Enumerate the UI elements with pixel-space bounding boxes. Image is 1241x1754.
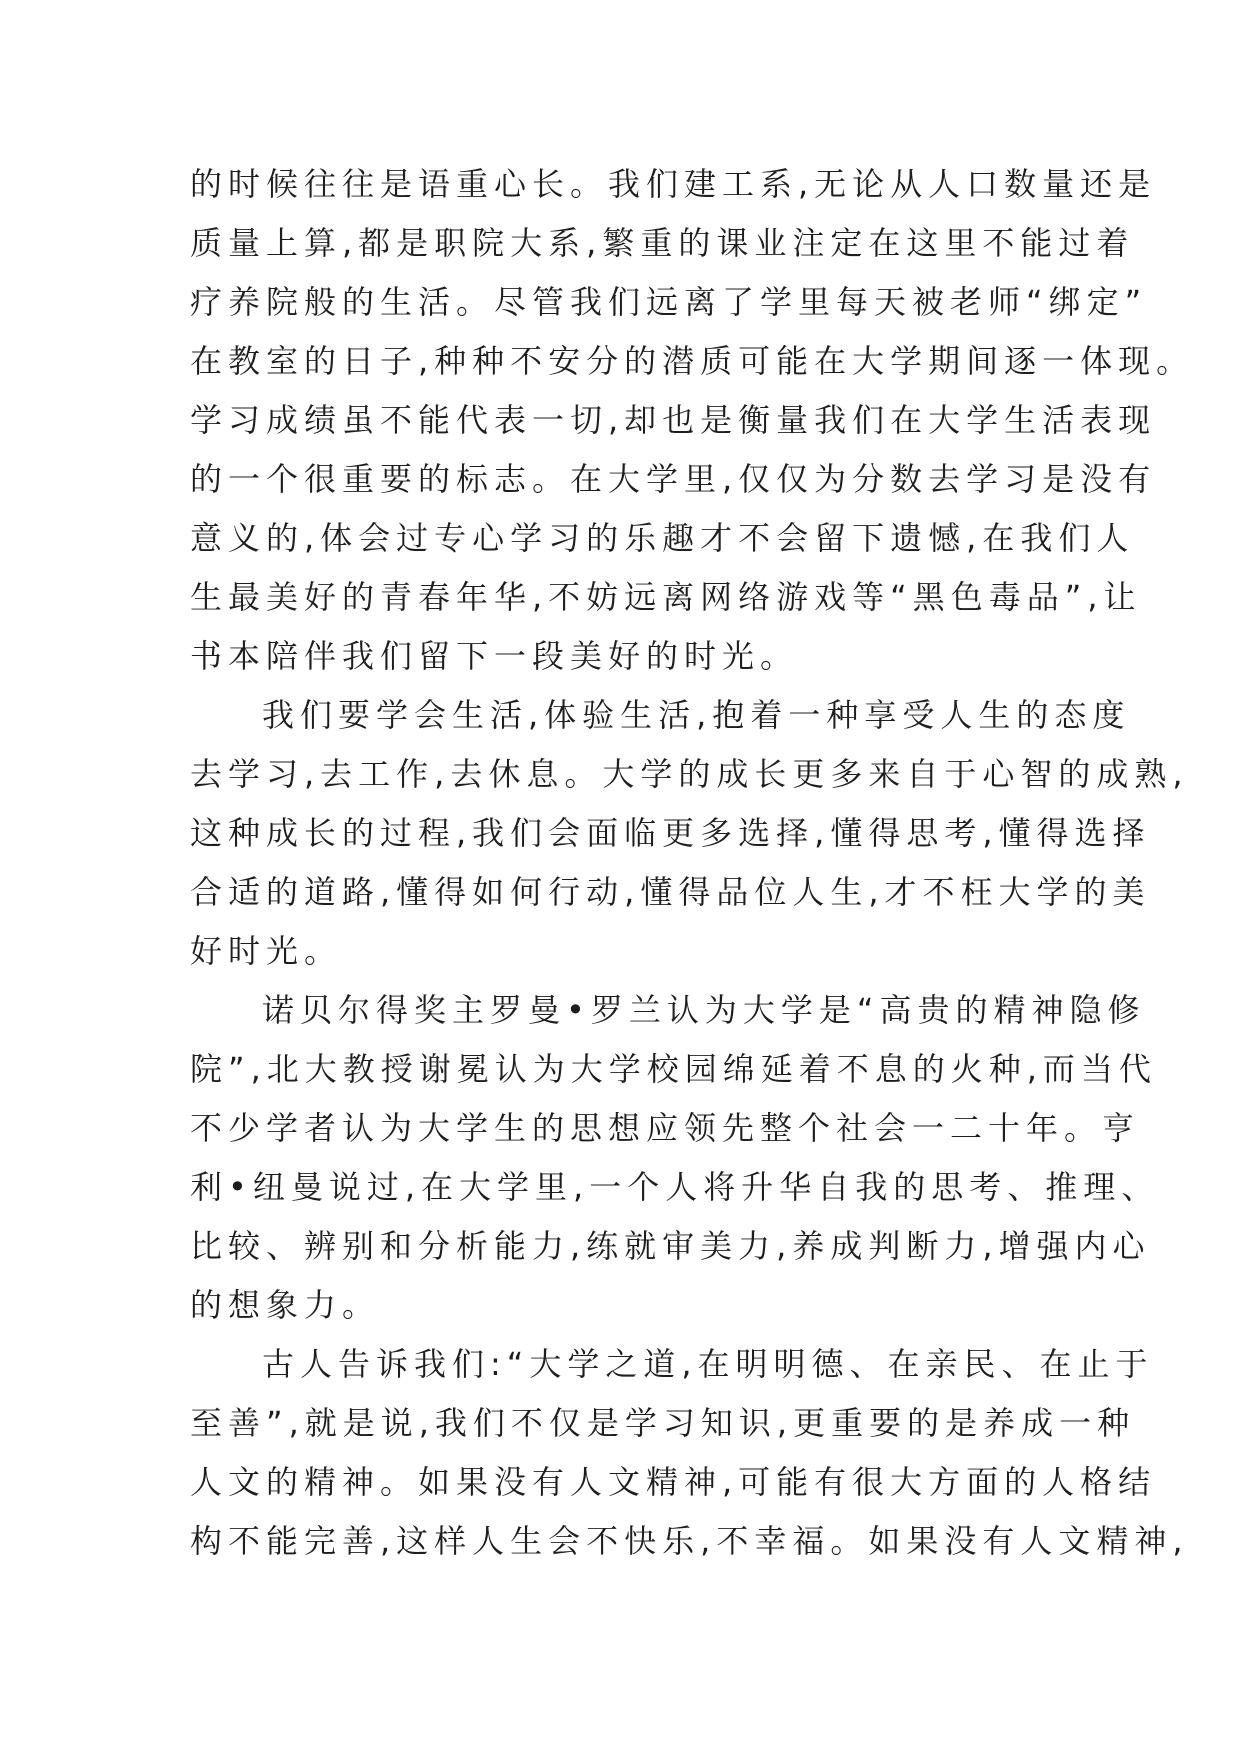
paragraph-first-line: 我们要学会生活,体验生活,抱着一种享受人生的态度 xyxy=(262,696,1131,734)
text-line: 书本陪伴我们留下一段美好的时光。 xyxy=(190,637,799,675)
text-line: 去学习,去工作,去休息。大学的成长更多来自于心智的成熟, xyxy=(190,755,1189,793)
text-line: 构不能完善,这样人生会不快乐,不幸福。如果没有人文精神, xyxy=(190,1522,1189,1560)
text-line: 院”,北大教授谢冕认为大学校园绵延着不息的火种,而当代 xyxy=(190,1050,1157,1088)
text-line: 的一个很重要的标志。在大学里,仅仅为分数去学习是没有 xyxy=(190,460,1157,498)
text-line: 好时光。 xyxy=(190,932,343,970)
text-line: 至善”,就是说,我们不仅是学习知识,更重要的是养成一种 xyxy=(190,1404,1136,1442)
text-line: 质量上算,都是职院大系,繁重的课业注定在这里不能过着 xyxy=(190,224,1135,262)
paragraph-first-line: 古人告诉我们:“大学之道,在明明德、在亲民、在止于 xyxy=(262,1345,1154,1383)
text-line: 利•纽曼说过,在大学里,一个人将升华自我的思考、推理、 xyxy=(190,1168,1160,1206)
text-line: 生最美好的青春年华,不妨远离网络游戏等“黑色毒品”,让 xyxy=(190,578,1142,616)
text-line: 合适的道路,懂得如何行动,懂得品位人生,才不枉大学的美 xyxy=(190,873,1151,911)
text-line: 学习成绩虽不能代表一切,却也是衡量我们在大学生活表现 xyxy=(190,401,1157,439)
text-line: 疗养院般的生活。尽管我们远离了学里每天被老师“绑定” xyxy=(190,283,1148,321)
text-line: 这种成长的过程,我们会面临更多选择,懂得思考,懂得选择 xyxy=(190,814,1151,852)
paragraph-first-line: 诺贝尔得奖主罗曼•罗兰认为大学是“高贵的精神隐修 xyxy=(262,991,1146,1029)
text-line: 比较、辨别和分析能力,练就审美力,养成判断力,增强内心 xyxy=(190,1227,1151,1265)
text-line: 人文的精神。如果没有人文精神,可能有很大方面的人格结 xyxy=(190,1463,1157,1501)
text-line: 的想象力。 xyxy=(190,1286,381,1324)
body-text xyxy=(190,155,1195,1571)
text-line: 意义的,体会过专心学习的乐趣才不会留下遗憾,在我们人 xyxy=(190,519,1135,557)
text-line: 在教室的日子,种种不安分的潜质可能在大学期间逐一体现。 xyxy=(190,342,1195,380)
text-line: 不少学者认为大学生的思想应领先整个社会一二十年。亨 xyxy=(190,1109,1141,1147)
text-line: 的时候往往是语重心长。我们建工系,无论从人口数量还是 xyxy=(190,165,1157,203)
